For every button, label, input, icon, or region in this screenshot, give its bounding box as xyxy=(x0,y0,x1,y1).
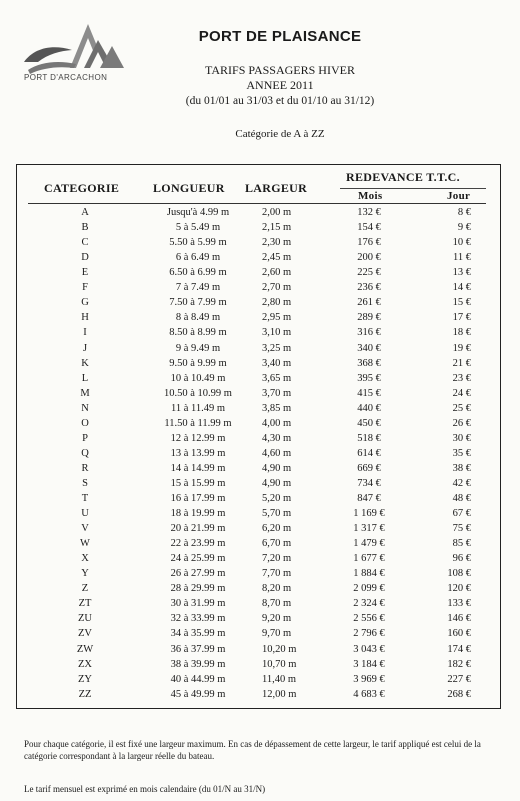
table-row xyxy=(0,613,520,626)
row-largeur: 12,00 m xyxy=(262,688,297,700)
row-mois: 3 184 € xyxy=(353,658,385,670)
row-jour: 19 € xyxy=(452,342,471,354)
row-jour: 133 € xyxy=(447,598,471,610)
row-largeur: 4,00 m xyxy=(262,417,292,429)
row-categorie: V xyxy=(81,523,89,534)
row-largeur: 3,85 m xyxy=(262,402,292,414)
row-largeur: 6,70 m xyxy=(262,538,292,550)
row-jour: 48 € xyxy=(452,492,471,504)
row-categorie: M xyxy=(80,387,90,399)
year-label: ANNEE 2011 xyxy=(246,78,314,92)
table-row xyxy=(0,568,520,581)
table-row xyxy=(0,282,520,295)
row-longueur: 32 à 33.99 m xyxy=(170,613,226,625)
row-largeur: 2,60 m xyxy=(262,267,292,279)
row-largeur: 4,90 m xyxy=(262,462,292,474)
row-largeur: 3,10 m xyxy=(262,327,292,339)
row-categorie: R xyxy=(81,462,89,474)
row-mois: 734 € xyxy=(357,477,381,489)
row-longueur: 20 à 21.99 m xyxy=(170,523,226,534)
table-row xyxy=(0,267,520,280)
row-jour: 67 € xyxy=(452,508,471,519)
footnote-width: Pour chaque catégorie, il est fixé une largeur maximum. En cas de dépassement de cette largeur, le tarif appliqué est celui de la catégorie correspondant à la largeur réelle du bateau. xyxy=(24,739,481,761)
row-longueur: 11.50 à 11.99 m xyxy=(164,417,232,429)
table-row xyxy=(0,433,520,446)
row-mois: 415 € xyxy=(357,387,381,399)
category-range-label: Catégorie de A à ZZ xyxy=(235,128,325,140)
row-largeur: 5,20 m xyxy=(262,492,292,504)
row-longueur: 5 à 5.49 m xyxy=(175,222,221,234)
table-row xyxy=(0,237,520,250)
logo-text: PORT D'ARCACHON xyxy=(24,73,108,82)
row-mois: 669 € xyxy=(357,462,381,474)
header-largeur: LARGEUR xyxy=(245,181,308,195)
row-longueur: 38 à 39.99 m xyxy=(170,658,226,670)
row-categorie: O xyxy=(81,417,89,429)
row-mois: 2 099 € xyxy=(353,583,385,595)
row-mois: 1 884 € xyxy=(353,568,385,580)
row-longueur: 9 à 9.49 m xyxy=(175,342,221,354)
row-longueur: 45 à 49.99 m xyxy=(170,688,226,700)
table-row xyxy=(0,388,520,401)
header-categorie: CATEGORIE xyxy=(44,181,120,195)
row-categorie: B xyxy=(81,222,89,234)
row-mois: 395 € xyxy=(357,372,381,384)
row-longueur: 5.50 à 5.99 m xyxy=(169,237,227,249)
row-jour: 108 € xyxy=(447,568,471,580)
row-longueur: 16 à 17.99 m xyxy=(170,492,226,504)
row-mois: 3 969 € xyxy=(353,673,385,685)
row-categorie: S xyxy=(82,477,88,489)
table-row xyxy=(0,343,520,356)
row-mois: 176 € xyxy=(357,237,381,249)
row-largeur: 6,20 m xyxy=(262,523,292,534)
row-jour: 26 € xyxy=(452,417,471,429)
table-row xyxy=(0,418,520,431)
row-mois: 154 € xyxy=(357,222,381,234)
row-mois: 614 € xyxy=(357,447,381,459)
header-jour: Jour xyxy=(447,190,471,202)
row-categorie: H xyxy=(81,312,89,324)
row-jour: 13 € xyxy=(452,267,471,279)
row-longueur: 10 à 10.49 m xyxy=(170,372,226,384)
table-row xyxy=(0,493,520,506)
row-jour: 35 € xyxy=(452,447,471,459)
row-longueur: 9.50 à 9.99 m xyxy=(169,357,227,369)
table-row xyxy=(0,689,520,702)
table-row xyxy=(0,312,520,325)
row-categorie: ZX xyxy=(78,658,92,670)
row-categorie: ZZ xyxy=(78,688,92,700)
row-largeur: 7,70 m xyxy=(262,568,292,580)
row-mois: 1 317 € xyxy=(353,523,385,534)
row-categorie: ZU xyxy=(78,613,92,625)
row-categorie: D xyxy=(81,252,89,264)
row-longueur: 13 à 13.99 m xyxy=(170,447,226,459)
row-jour: 85 € xyxy=(452,538,471,550)
row-categorie: J xyxy=(82,342,88,354)
row-largeur: 2,95 m xyxy=(262,312,292,324)
row-categorie: Z xyxy=(81,583,89,595)
row-jour: 17 € xyxy=(452,312,471,324)
row-categorie: T xyxy=(81,492,89,504)
table-row xyxy=(0,659,520,672)
row-longueur: 11 à 11.49 m xyxy=(170,402,226,414)
row-categorie: E xyxy=(81,267,89,279)
row-categorie: G xyxy=(81,297,89,309)
row-categorie: U xyxy=(81,508,89,519)
table-row xyxy=(0,463,520,476)
row-jour: 21 € xyxy=(452,357,471,369)
row-mois: 2 796 € xyxy=(353,628,385,640)
row-categorie: ZT xyxy=(78,598,92,610)
row-categorie: C xyxy=(81,237,89,249)
row-categorie: Y xyxy=(81,568,89,580)
row-jour: 18 € xyxy=(452,327,471,339)
row-longueur: 26 à 27.99 m xyxy=(170,568,226,580)
row-categorie: N xyxy=(81,402,89,414)
row-categorie: K xyxy=(81,357,89,369)
row-longueur: 15 à 15.99 m xyxy=(170,477,226,489)
row-jour: 24 € xyxy=(452,387,471,399)
table-row xyxy=(0,297,520,310)
table-row xyxy=(0,598,520,611)
table-row xyxy=(0,538,520,551)
row-mois: 2 324 € xyxy=(353,598,385,610)
row-largeur: 3,40 m xyxy=(262,357,292,369)
header-divider xyxy=(340,188,486,189)
row-largeur: 11,40 m xyxy=(262,673,297,685)
row-mois: 225 € xyxy=(357,267,381,279)
footnote-monthly: Le tarif mensuel est exprimé en mois calendaire (du 01/N au 31/N) xyxy=(24,784,266,794)
row-jour: 10 € xyxy=(452,237,471,249)
row-largeur: 2,80 m xyxy=(262,297,292,309)
row-jour: 25 € xyxy=(452,402,471,414)
row-largeur: 7,20 m xyxy=(262,553,292,565)
table-row xyxy=(0,358,520,371)
row-largeur: 2,45 m xyxy=(262,252,292,264)
row-largeur: 2,15 m xyxy=(262,222,292,234)
row-mois: 200 € xyxy=(357,252,381,264)
row-categorie: ZW xyxy=(76,643,94,655)
row-jour: 146 € xyxy=(447,613,471,625)
table-row xyxy=(0,448,520,461)
row-jour: 160 € xyxy=(447,628,471,640)
row-largeur: 9,70 m xyxy=(262,628,292,640)
row-longueur: 7.50 à 7.99 m xyxy=(169,297,227,309)
table-row xyxy=(0,583,520,596)
page-title: PORT DE PLAISANCE xyxy=(198,28,362,45)
table-row xyxy=(0,207,520,220)
table-row xyxy=(0,644,520,657)
row-jour: 120 € xyxy=(447,583,471,595)
row-jour: 227 € xyxy=(447,673,471,685)
row-largeur: 9,20 m xyxy=(262,613,292,625)
header-redevance: REDEVANCE T.T.C. xyxy=(346,170,460,184)
row-largeur: 4,90 m xyxy=(262,477,292,489)
period-label: (du 01/01 au 31/03 et du 01/10 au 31/12) xyxy=(185,95,375,107)
row-mois: 440 € xyxy=(357,402,381,414)
row-longueur: 22 à 23.99 m xyxy=(170,538,226,550)
row-largeur: 4,30 m xyxy=(262,432,292,444)
row-longueur: 8.50 à 8.99 m xyxy=(169,327,227,339)
row-largeur: 5,70 m xyxy=(262,508,292,519)
row-longueur: 36 à 37.99 m xyxy=(170,643,226,655)
row-largeur: 8,20 m xyxy=(262,583,292,595)
row-longueur: 18 à 19.99 m xyxy=(170,508,226,519)
row-categorie: I xyxy=(83,327,87,339)
row-longueur: 14 à 14.99 m xyxy=(170,462,226,474)
row-mois: 340 € xyxy=(357,342,381,354)
row-mois: 2 556 € xyxy=(353,613,385,625)
row-mois: 368 € xyxy=(357,357,381,369)
row-jour: 14 € xyxy=(452,282,471,294)
table-row xyxy=(0,252,520,265)
row-longueur: 24 à 25.99 m xyxy=(170,553,226,565)
row-jour: 15 € xyxy=(452,297,471,309)
row-mois: 261 € xyxy=(357,297,381,309)
header-longueur: LONGUEUR xyxy=(153,181,225,195)
table-row xyxy=(0,508,520,521)
row-longueur: 28 à 29.99 m xyxy=(170,583,226,595)
row-categorie: P xyxy=(82,432,88,444)
table-header-rule xyxy=(28,203,486,204)
row-jour: 11 € xyxy=(453,252,471,264)
row-mois: 1 169 € xyxy=(353,508,385,519)
row-longueur: 8 à 8.49 m xyxy=(175,312,221,324)
row-jour: 38 € xyxy=(452,462,471,474)
row-mois: 450 € xyxy=(357,417,381,429)
table-row xyxy=(0,222,520,235)
row-categorie: X xyxy=(81,553,89,565)
row-jour: 23 € xyxy=(452,372,471,384)
table-row xyxy=(0,523,520,536)
row-categorie: L xyxy=(81,372,89,384)
row-categorie: W xyxy=(80,538,90,550)
row-mois: 132 € xyxy=(357,207,381,218)
table-row xyxy=(0,478,520,491)
row-longueur: 30 à 31.99 m xyxy=(170,598,226,610)
row-jour: 42 € xyxy=(452,477,471,489)
page-subtitle: TARIFS PASSAGERS HIVER xyxy=(205,63,355,77)
row-mois: 518 € xyxy=(357,432,381,444)
row-jour: 96 € xyxy=(452,553,471,565)
row-largeur: 3,70 m xyxy=(262,387,292,399)
row-longueur: Jusqu'à 4.99 m xyxy=(166,207,230,218)
table-row xyxy=(0,373,520,386)
row-mois: 236 € xyxy=(357,282,381,294)
row-longueur: 40 à 44.99 m xyxy=(170,673,226,685)
table-row xyxy=(0,327,520,340)
row-longueur: 10.50 à 10.99 m xyxy=(164,387,232,399)
row-mois: 1 479 € xyxy=(353,538,385,550)
row-categorie: ZY xyxy=(78,673,92,685)
row-jour: 182 € xyxy=(447,658,471,670)
row-largeur: 2,00 m xyxy=(262,207,292,218)
row-largeur: 3,65 m xyxy=(262,372,292,384)
row-jour: 9 € xyxy=(457,222,471,234)
row-jour: 268 € xyxy=(447,688,471,700)
row-mois: 1 677 € xyxy=(353,553,385,565)
row-longueur: 12 à 12.99 m xyxy=(170,432,226,444)
header-mois: Mois xyxy=(358,190,383,202)
row-largeur: 10,20 m xyxy=(262,643,297,655)
row-largeur: 3,25 m xyxy=(262,342,292,354)
row-largeur: 4,60 m xyxy=(262,447,292,459)
row-largeur: 10,70 m xyxy=(262,658,297,670)
row-longueur: 6.50 à 6.99 m xyxy=(169,267,227,279)
row-longueur: 34 à 35.99 m xyxy=(170,628,226,640)
row-mois: 847 € xyxy=(357,492,381,504)
row-categorie: ZV xyxy=(78,628,92,640)
row-mois: 289 € xyxy=(357,312,381,324)
table-row xyxy=(0,674,520,687)
row-longueur: 7 à 7.49 m xyxy=(175,282,221,294)
row-largeur: 8,70 m xyxy=(262,598,292,610)
row-jour: 30 € xyxy=(452,432,471,444)
row-categorie: A xyxy=(81,207,89,218)
row-longueur: 6 à 6.49 m xyxy=(175,252,221,264)
table-row xyxy=(0,628,520,641)
row-jour: 174 € xyxy=(447,643,471,655)
row-jour: 8 € xyxy=(457,207,471,218)
table-row xyxy=(0,553,520,566)
row-largeur: 2,30 m xyxy=(262,237,292,249)
row-categorie: F xyxy=(82,282,88,294)
row-mois: 4 683 € xyxy=(353,688,385,700)
row-mois: 316 € xyxy=(357,327,381,339)
row-jour: 75 € xyxy=(452,523,471,534)
row-mois: 3 043 € xyxy=(353,643,385,655)
row-categorie: Q xyxy=(81,447,89,459)
row-largeur: 2,70 m xyxy=(262,282,292,294)
table-row xyxy=(0,403,520,416)
